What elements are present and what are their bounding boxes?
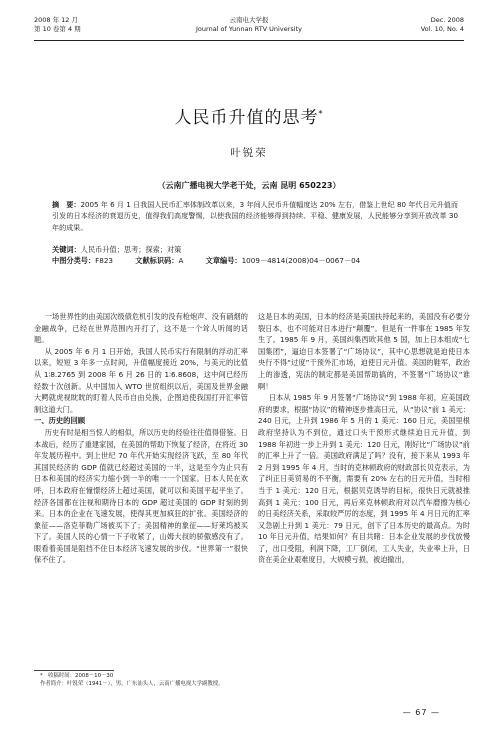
article-title xyxy=(0,103,498,128)
page-number: — 67 — xyxy=(402,708,440,717)
header-journal-en: Journal of Yunnan RTV University xyxy=(196,25,302,33)
header-journal-cn: 云南电大学报 xyxy=(229,16,269,24)
art-value: 1009－4814(2008)04－0067－04 xyxy=(241,256,361,265)
received-date: * 收稿时间：2008－10－30 xyxy=(40,673,114,679)
header-volume-en: Vol. 10, No. 4 xyxy=(420,25,464,33)
header-journal-name xyxy=(34,16,464,34)
doc-label: 文献标识码： xyxy=(135,256,179,265)
doc-value: A xyxy=(178,256,184,265)
body-column-right xyxy=(258,311,470,566)
article-title-text: 人民币升值的思考 xyxy=(174,108,319,128)
header-rule xyxy=(34,40,464,41)
keywords-label: 关键词： xyxy=(52,245,81,254)
header-volume-cn: 第 10 卷第 4 期 xyxy=(34,25,81,33)
author-affiliation: （云南广播电视大学老干处，云南 昆明 650223） xyxy=(157,181,341,190)
abstract-label: 摘 要： xyxy=(52,200,81,209)
running-header xyxy=(34,16,464,38)
classification-line xyxy=(52,255,458,266)
art-label: 文章编号： xyxy=(205,256,242,265)
clc-value: F823 xyxy=(95,256,113,265)
clc-label: 中图分类号： xyxy=(52,256,96,265)
body-paragraph: 日本从 1985 年 9 月签署“广场协议”到 1988 年初，应美国政府的要求，根据“协议”的精神逐步推高日元，从“协议”前 1 美元：240 日元，上升到 1986 年 5 月的 1 美元：160 日元，美国里根政府坚持认为不到位，通过口头干预形式继续迫日元升值，到 1988 年初进一步上升到 1 美元：120 日元，刚好比“广场协议”前的汇率上升了一倍。美国政府满足了吗？没有，接下来从 1993 年 2 月到 1995 年 4 月，当时的克林顿政府的财政部长贝克表示，为了纠正日美贸易的不平衡，需要有 20% 左右的日元升值，当时相当于 1 美元：120 日元，根据贝克诱导的目标，很快日元就被推高到 1 美元：100 日元，再后来克林顿政府对以汽车磨擦为核心的日美经济关系，采取较严厉的态度，到 1995 年 4 月日元的汇率又急剧上升到 1 美元：79 日元，创下了日本历史的最高点。为时 10 年日元升值，结果如何？有目共睹：日本企业发展的步伐放慢了，出口受阻，利润下降，工厂倒闭，工人失业，失业率上升，日资在美企业艰难度日，大规模亏损，被迫撤出， xyxy=(258,393,470,565)
article-metadata xyxy=(52,244,458,266)
keywords-text: 人民币升值；思考；探索；对策 xyxy=(80,245,182,254)
body-paragraph: 历史有时是相当惊人的相似，所以历史的经验往往值得借鉴。日本战后，经历了重建家园，在美国的帮助下恢复了经济，在将近 30 年发展历程中。到上世纪 70 年代开始实现经济飞跃，至 80 年代其国民经济的 GDP 值就已经超过美国的一半，这是至今为止只有日本和美国的经济实力缩小到一半的唯一一个国家。日本人民在欢呼，日本政府在憧憬经济上超过美国，就可以和美国平起平坐了。经济各国都在注视和期待日本的 GDP 超过美国的 GDP 时刻的到来。日本的企业在飞速发展，使得其更加疯狂的扩张。美国经济的象征——洛克菲勒广场被买下了；美国精神的象征——好莱坞被买下了。美国人民的心情一下子收紧了，山姆大叔的骄傲感没有了。眼看着美国是阻挡不住日本经济飞速发展的步伐。“世界第一”很快保不住了。 xyxy=(34,427,248,565)
footnote xyxy=(40,673,458,688)
body-paragraph: 这是日本的美国，日本的经济是美国扶持起来的，美国没有必要分裂日本，也不可能对日本进行“颠覆”。但是有一件事在 1985 年发生了。1985 年 9 月，美国纠集西欧其他 5 国，加上日本组成“七国集团”，逼迫日本签署了“广场协议”，其中心思想就是迫使日本央行不得“过度”干预外汇市场，迫使日元升值。美国的鞋军，政治上的渗透，宪法的制定都是美国帮助搞的，不签署“广场协议”谁啊！ xyxy=(258,312,470,391)
title-footnote-mark: * xyxy=(318,109,324,119)
body-paragraph: 从 2005 年 6 月 1 日开始，我国人民币实行有限制的浮动汇率以来，短短 3 年多一点时间，升值幅度接近 20%，与美元的比值从 1∶8.2765 到 2008 年 6 月 26 日的 1∶6.8608，这中间已经历经数十次创新。从中国加入 WTO 世贸组织以后，美国及世界金融大鳄就虎视眈眈的盯着人民币自由兑换，企图迫使我国打开汇率管制这道大门。 xyxy=(34,346,248,414)
abstract xyxy=(52,199,458,233)
body-column-left xyxy=(34,311,248,566)
doc-code xyxy=(135,256,183,265)
body-paragraph: 一场世界性的由美国次级债危机引发的没有枪炮声、没有硝烟的金融战争，已经在世界范围内开打了，这不是一个耸人听闻的话题。 xyxy=(34,312,248,345)
clc-number xyxy=(52,256,113,265)
keywords-line xyxy=(52,244,458,255)
author-name: 叶锐荣 xyxy=(230,147,268,159)
article-number xyxy=(206,256,361,265)
abstract-text: 2005 年 6 月 1 日我国人民币汇率体制改革以来，3 年间人民币升值幅度达 20% 左右，借鉴上世纪 80 年代日元升值而引发的日本经济的衰退历史，值得我们高度警惕，以使我国的经济能够得到持续、平稳、健康发展，人民能够分享到开放改革 30 年的成果。 xyxy=(52,200,459,232)
header-date-en: Dec. 2008 xyxy=(430,16,464,24)
header-date-cn: 2008 年 12 月 xyxy=(34,16,79,24)
header-issue-date-en xyxy=(421,16,464,34)
section-heading: 一、历史的回顾 xyxy=(34,416,86,426)
author-bio: 作者简介：叶锐荣（1941－），男，广东汕头人，云南广播电视大学副教授。 xyxy=(40,680,224,687)
footnote-rule xyxy=(34,670,114,671)
